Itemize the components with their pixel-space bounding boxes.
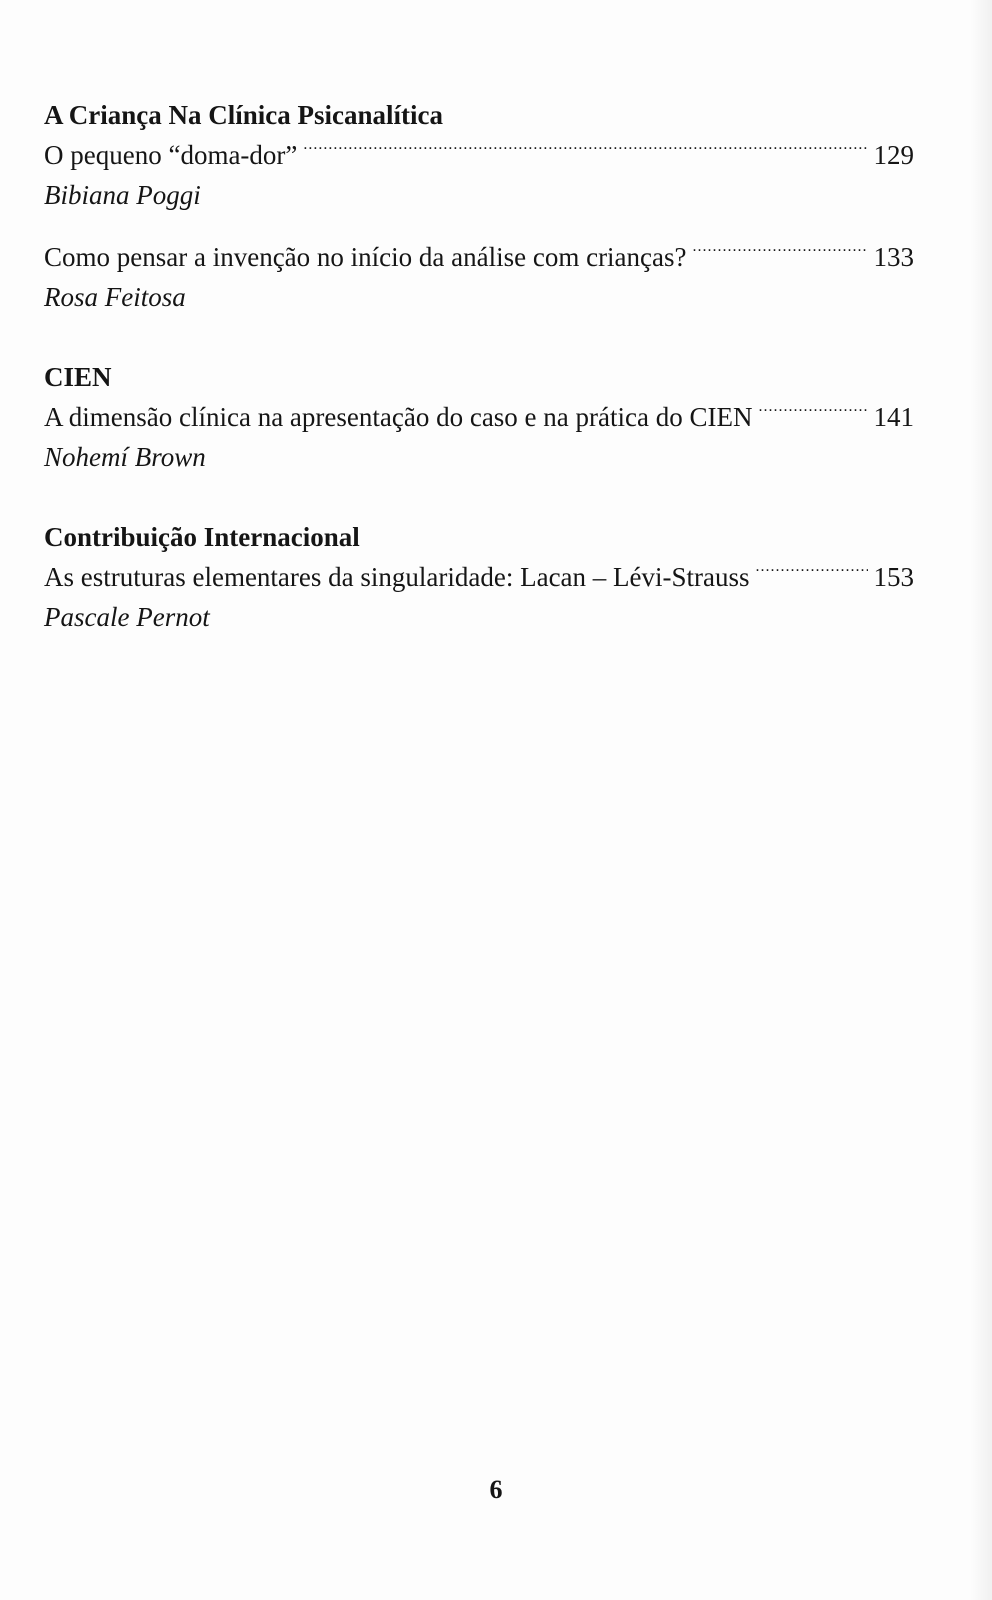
dot-leader <box>303 137 867 164</box>
dot-leader <box>756 559 868 586</box>
table-of-contents <box>44 95 914 637</box>
entry-title: As estruturas elementares da singularidade: Lacan – Lévi-Strauss <box>44 562 750 592</box>
dot-leader <box>758 399 867 426</box>
page-number: 129 <box>873 140 914 170</box>
page-folio: 6 <box>489 1475 503 1504</box>
entry-line <box>44 397 914 437</box>
dot-leader <box>693 239 868 266</box>
page-number: 153 <box>873 562 914 592</box>
entry-author: Nohemí Brown <box>44 442 206 472</box>
entry-author: Rosa Feitosa <box>44 282 186 312</box>
toc-entry <box>44 397 914 477</box>
section-title: Contribuição Internacional <box>44 522 360 552</box>
spacer <box>44 477 914 517</box>
toc-entry <box>44 135 914 215</box>
toc-section <box>44 517 914 637</box>
toc-section <box>44 95 914 317</box>
toc-section <box>44 357 914 477</box>
entry-author: Bibiana Poggi <box>44 180 201 210</box>
entry-title: Como pensar a invenção no início da análise com crianças? <box>44 242 687 272</box>
entry-line <box>44 237 914 277</box>
entry-line <box>44 557 914 597</box>
spacer <box>44 317 914 357</box>
spacer <box>44 215 914 237</box>
entry-title: A dimensão clínica na apresentação do caso e na prática do CIEN <box>44 402 753 432</box>
page-number: 133 <box>873 242 914 272</box>
page-number: 141 <box>873 402 914 432</box>
entry-title: O pequeno “doma-dor” <box>44 140 298 170</box>
entry-author: Pascale Pernot <box>44 602 210 632</box>
entry-line <box>44 135 914 175</box>
section-title: A Criança Na Clínica Psicanalítica <box>44 100 443 130</box>
page-edge-shadow <box>970 0 992 1600</box>
toc-entry <box>44 557 914 637</box>
section-title: CIEN <box>44 362 112 392</box>
toc-entry <box>44 237 914 317</box>
